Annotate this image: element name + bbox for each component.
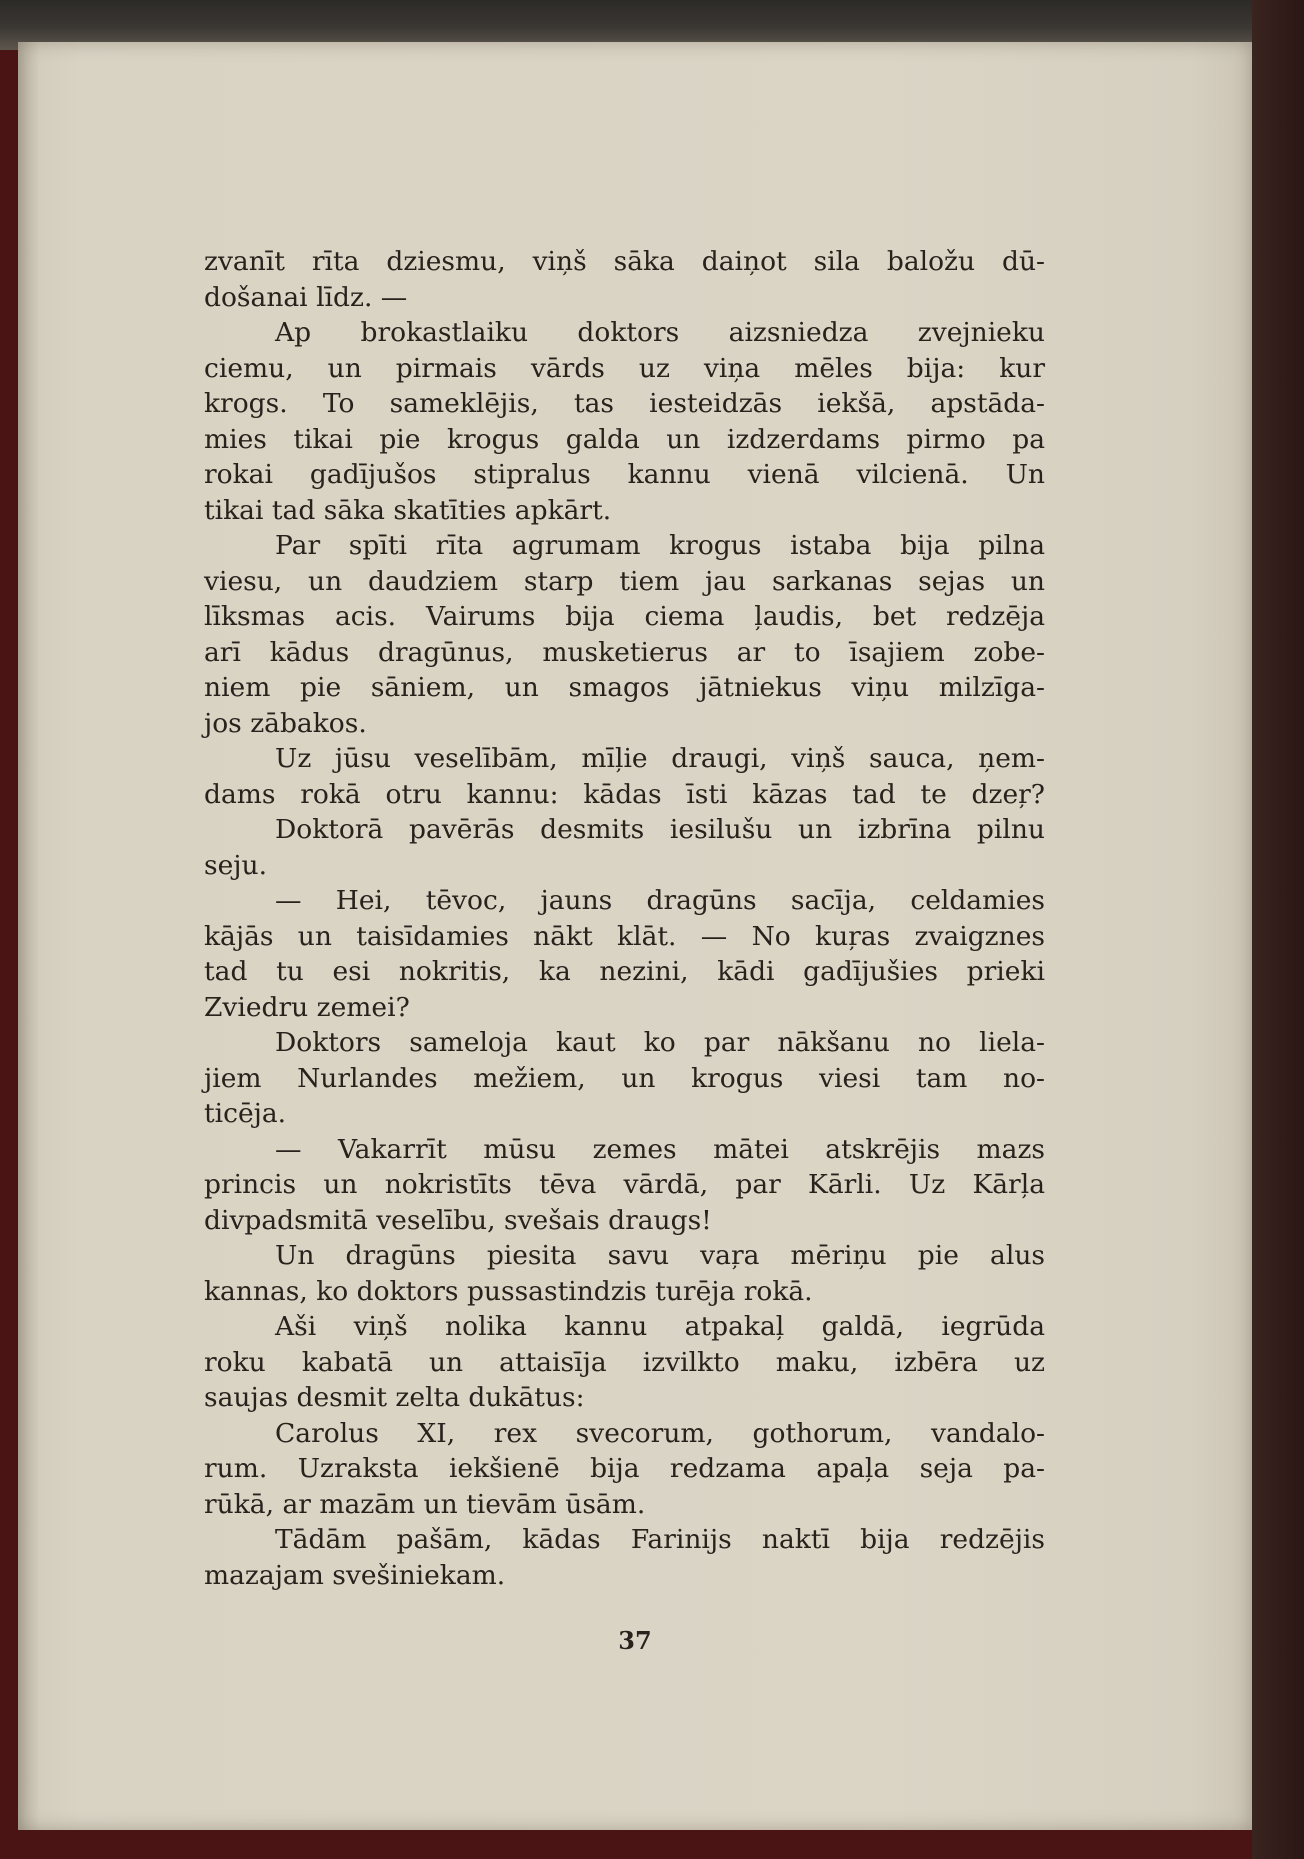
book-bottom-edge <box>18 1830 1252 1859</box>
body-text <box>204 244 1045 1593</box>
text-line: rūkā, ar mazām un tievām ūsām. <box>204 1488 646 1520</box>
text-line: zvanīt rīta dziesmu, viņš sāka daiņot sila baložu dū- <box>204 246 1045 277</box>
text-line: ticēja. <box>204 1098 287 1129</box>
text-line: rum. Uzraksta iekšienē bija redzama apaļa seja pa- <box>204 1453 1045 1484</box>
text-line: Uz jūsu veselībām, mīļie draugi, viņš sauca, ņem- <box>275 743 1045 774</box>
text-line: Carolus XI, rex svecorum, gothorum, vandalo- <box>275 1417 1045 1449</box>
text-line: jos zābakos. <box>204 707 367 739</box>
text-line: Doktors sameloja kaut ko par nākšanu no liela- <box>275 1027 1045 1058</box>
text-line: krogs. To sameklējis, tas iesteidzās iekšā, apstāda- <box>204 388 1045 419</box>
text-line: ciemu, un pirmais vārds uz viņa mēles bija: kur <box>204 352 1045 384</box>
text-line: Doktorā pavērās desmits iesilušu un izbrīna pilnu <box>275 814 1045 845</box>
text-line: kājās un taisīdamies nākt klāt. — No kuŗas zvaigznes <box>204 920 1045 952</box>
text-line: — Vakarrīt mūsu zemes mātei atskrējis mazs <box>275 1133 1045 1165</box>
text-line: tikai tad sāka skatīties apkārt. <box>204 494 612 526</box>
text-line: princis un nokristīts tēva vārdā, par Kārli. Uz Kārļa <box>204 1169 1045 1200</box>
text-line: mazajam svešiniekam. <box>204 1559 506 1591</box>
text-line: saujas desmit zelta dukātus: <box>204 1382 585 1413</box>
text-line: rokai gadījušos stipralus kannu vienā vilcienā. Un <box>204 459 1045 490</box>
text-line: Par spīti rīta agrumam krogus istaba bija pilna <box>275 530 1045 561</box>
text-line: mies tikai pie krogus galda un izdzerdams pirmo pa <box>204 423 1045 455</box>
page-number: 37 <box>618 1626 652 1655</box>
text-line: tad tu esi nokritis, ka nezini, kādi gadījušies prieki <box>204 956 1045 987</box>
text-line: Ap brokastlaiku doktors aizsniedza zvejnieku <box>275 317 1045 348</box>
text-line: jiem Nurlandes mežiem, un krogus viesi tam no- <box>204 1062 1045 1094</box>
text-line: viesu, un daudziem starp tiem jau sarkanas sejas un <box>204 565 1045 597</box>
text-line: kannas, ko doktors pussastindzis turēja rokā. <box>204 1275 813 1307</box>
text-line: roku kabatā un attaisīja izvilkto maku, izbēra uz <box>204 1346 1045 1378</box>
text-line: līksmas acis. Vairums bija ciema ļaudis, bet redzēja <box>204 601 1045 632</box>
book-page <box>18 42 1252 1830</box>
text-line: Aši viņš nolika kannu atpakaļ galdā, iegrūda <box>275 1311 1045 1342</box>
text-line: Zviedru zemei? <box>204 991 410 1023</box>
text-line: divpadsmitā veselību, svešais draugs! <box>204 1204 712 1236</box>
text-line: došanai līdz. — <box>204 281 408 313</box>
text-line: dams rokā otru kannu: kādas īsti kāzas tad te dzeŗ? <box>204 778 1045 810</box>
text-line: arī kādus dragūnus, musketierus ar to īsajiem zobe- <box>204 636 1045 668</box>
book-cover-edge <box>1252 0 1304 1859</box>
text-line: seju. <box>204 849 267 881</box>
text-line: Tādām pašām, kādas Farinijs naktī bija redzējis <box>275 1524 1045 1555</box>
text-line: — Hei, tēvoc, jauns dragūns sacīja, celdamies <box>275 885 1045 916</box>
text-line: niem pie sāniem, un smagos jātniekus viņu milzīga- <box>204 672 1045 703</box>
text-line: Un dragūns piesita savu vaŗa mēriņu pie alus <box>275 1240 1045 1271</box>
